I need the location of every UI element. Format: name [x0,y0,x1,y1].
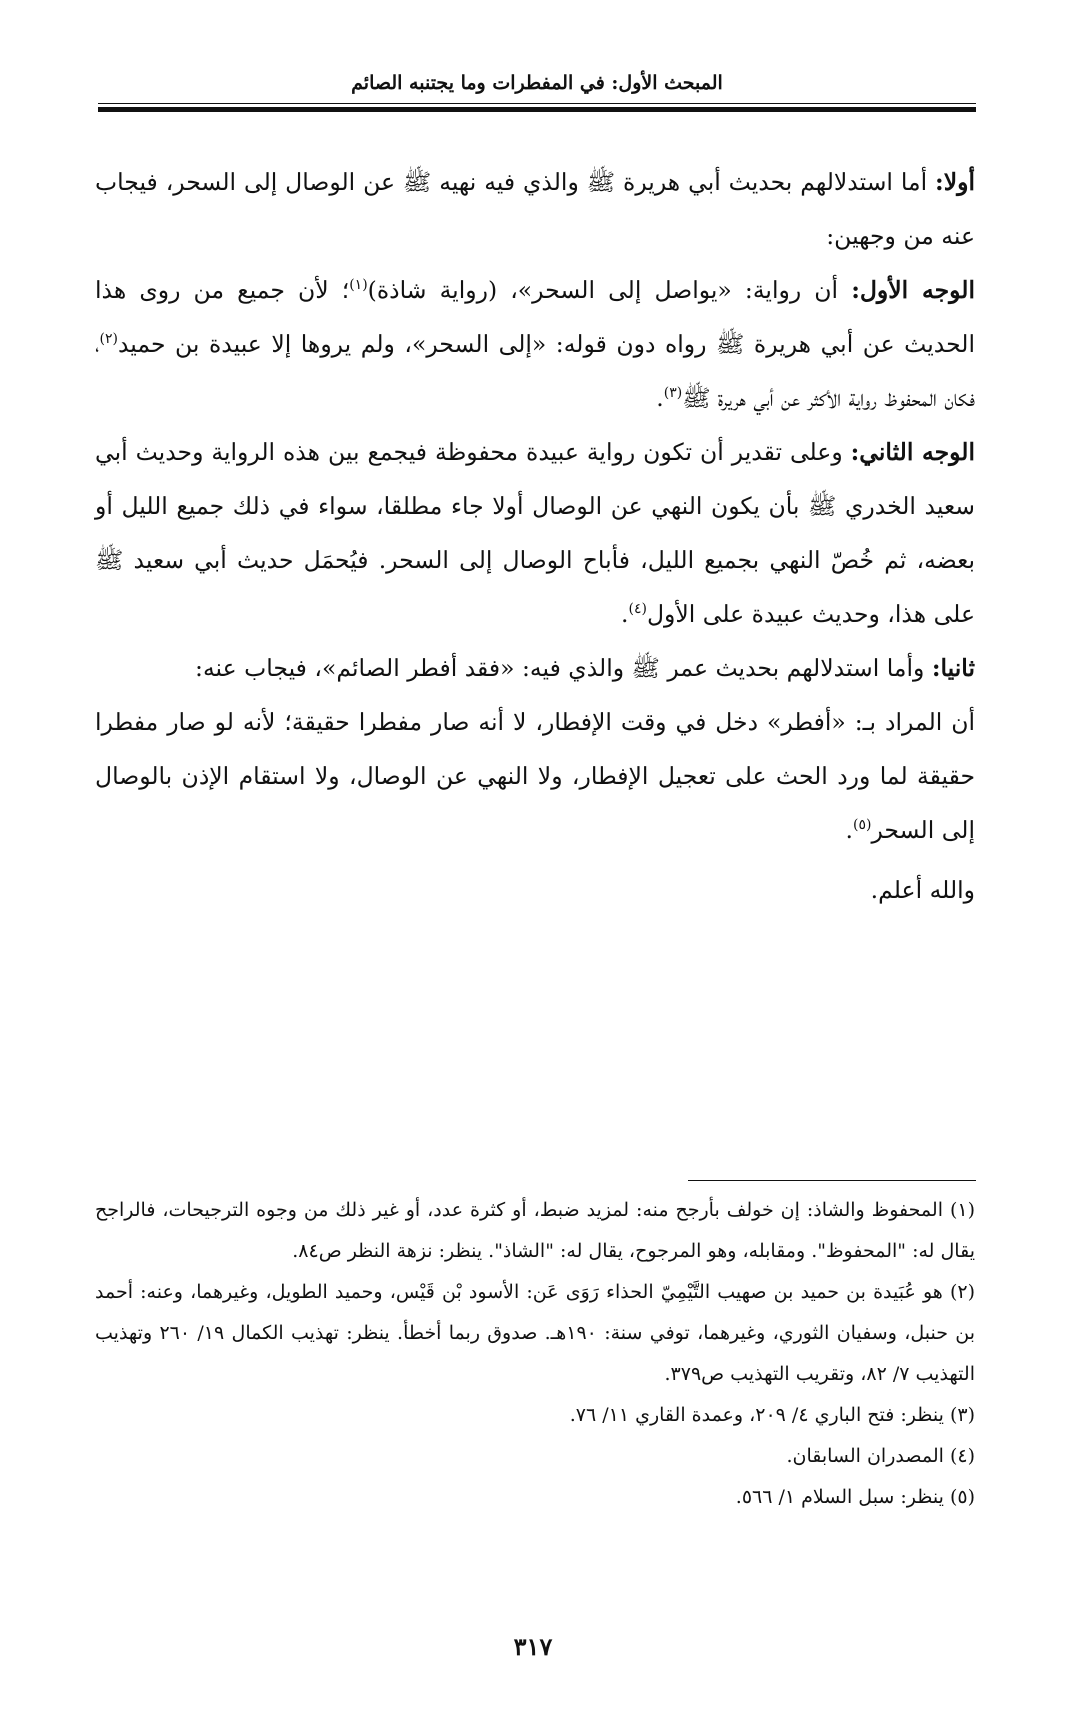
footnote-ref[interactable]: (٥) [852,817,872,834]
paragraph-text: وعلى تقدير أن تكون رواية عبيدة محفوظة فيجمع بين هذه الرواية وحديث أبي سعيد الخدري ﷺ بأن يكون النهي عن الوصال أولا جاء مطلقا، سواء في ذلك جميع الليل أو بعضه، ثم خُصّ النهي بجميع الليل، فأباح الوصال إلى السحر. فيُحمَل حديث أبي سعيد ﷺ على هذا، وحديث عبيدة على الأول [95,438,975,628]
footnote-item [95,1477,975,1518]
footnote-item [95,1190,975,1272]
paragraph-text: . [845,816,853,844]
paragraph-text: أن رواية: «يواصل إلى السحر»، (رواية شاذة) [367,276,852,304]
footnote-number: (٣) [949,1404,975,1426]
paragraph-lead: الوجه الثاني: [850,438,975,466]
footnote-ref[interactable]: (١) [349,277,368,294]
page-number: ٣١٧ [513,1632,553,1661]
paragraph-text: ، فكان المحفوظ رواية الأكثر عن أبي هريرة ﷺ [95,330,975,412]
paragraph-lead: أولا: [935,168,975,196]
footnote-number: (٤) [949,1445,975,1467]
footnote-item [95,1272,975,1395]
paragraph-text: . [621,600,629,628]
paragraph-second-aspect [95,425,975,641]
paragraph-text: وأما استدلالهم بحديث عمر ﷺ والذي فيه: «فقد أفطر الصائم»، فيجاب عنه: [195,654,932,682]
main-text [95,155,975,917]
footnote-ref[interactable]: (٣) [663,385,683,402]
paragraph-first [95,155,975,263]
footnote-item [95,1395,975,1436]
footnote-ref[interactable]: (٢) [99,331,118,348]
running-header: المبحث الأول: في المفطرات وما يجتنبه الصائم [351,72,723,94]
paragraph-text: . [656,384,664,412]
footnote-item [95,1436,975,1477]
footnote-number: (٢) [949,1281,975,1303]
footnote-text: ينظر: سبل السلام ١/ ٥٦٦. [735,1486,944,1508]
paragraph-text: ؛ لأن جميع من روى هذا الحديث عن أبي هريرة ﷺ رواه دون قوله: «إلى السحر»، ولم يروها إلا عبيدة بن حميد [95,276,975,358]
paragraph-lead: ثانيا: [931,654,975,682]
footnotes [95,1190,975,1518]
paragraph-text: أما استدلالهم بحديث أبي هريرة ﷺ والذي فيه نهيه ﷺ عن الوصال إلى السحر، فيجاب عنه من وجهين: [95,168,975,250]
footnote-text: هو عُبَيدة بن حميد بن صهيب التَّيْمِيّ الحذاء رَوَى عَن: الأسود بْن قَيْس، وحميد الطويل، وغيرهما، وعنه: أحمد بن حنبل، وسفيان الثوري، وغيرهما، توفي سنة: ١٩٠هـ. صدوق ربما أخطأ. ينظر: تهذيب الكمال ١٩/ ٢٦٠ وتهذيب التهذيب ٧/ ٨٢، وتقريب التهذيب ص٣٧٩. [95,1281,975,1385]
paragraph-text: أن المراد بـ: «أفطر» دخل في وقت الإفطار، لا أنه صار مفطرا حقيقة؛ لأنه لو صار مفطرا حقيقة لما ورد الحث على تعجيل الإفطار، ولا النهي عن الوصال، ولا استقام الإذن بالوصال إلى السحر [95,708,975,844]
paragraph-first-aspect [95,263,975,425]
footnote-number: (١) [949,1199,976,1221]
footnote-ref[interactable]: (٤) [628,601,647,618]
footnote-number: (٥) [949,1486,975,1508]
footnote-text: ينظر: فتح الباري ٤/ ٢٠٩، وعمدة القاري ١١/ ٧٦. [569,1404,944,1426]
footnote-text: المحفوظ والشاذ: إن خولف بأرجح منه: لمزيد ضبط، أو كثرة عدد، أو غير ذلك من وجوه الترجيحات، فالراجح يقال له: "المحفوظ". ومقابله، وهو المرجوح، يقال له: "الشاذ". ينظر: نزهة النظر ص٨٤. [95,1199,975,1262]
footnote-separator [688,1180,976,1181]
header-rule-thick [98,107,976,112]
footnote-text: المصدران السابقان. [786,1445,944,1467]
paragraph-second [95,641,975,695]
header-rule-thin [98,103,976,104]
paragraph-closing: والله أعلم. [870,876,975,904]
paragraph-explanation [95,695,975,857]
paragraph-lead: الوجه الأول: [851,276,975,304]
